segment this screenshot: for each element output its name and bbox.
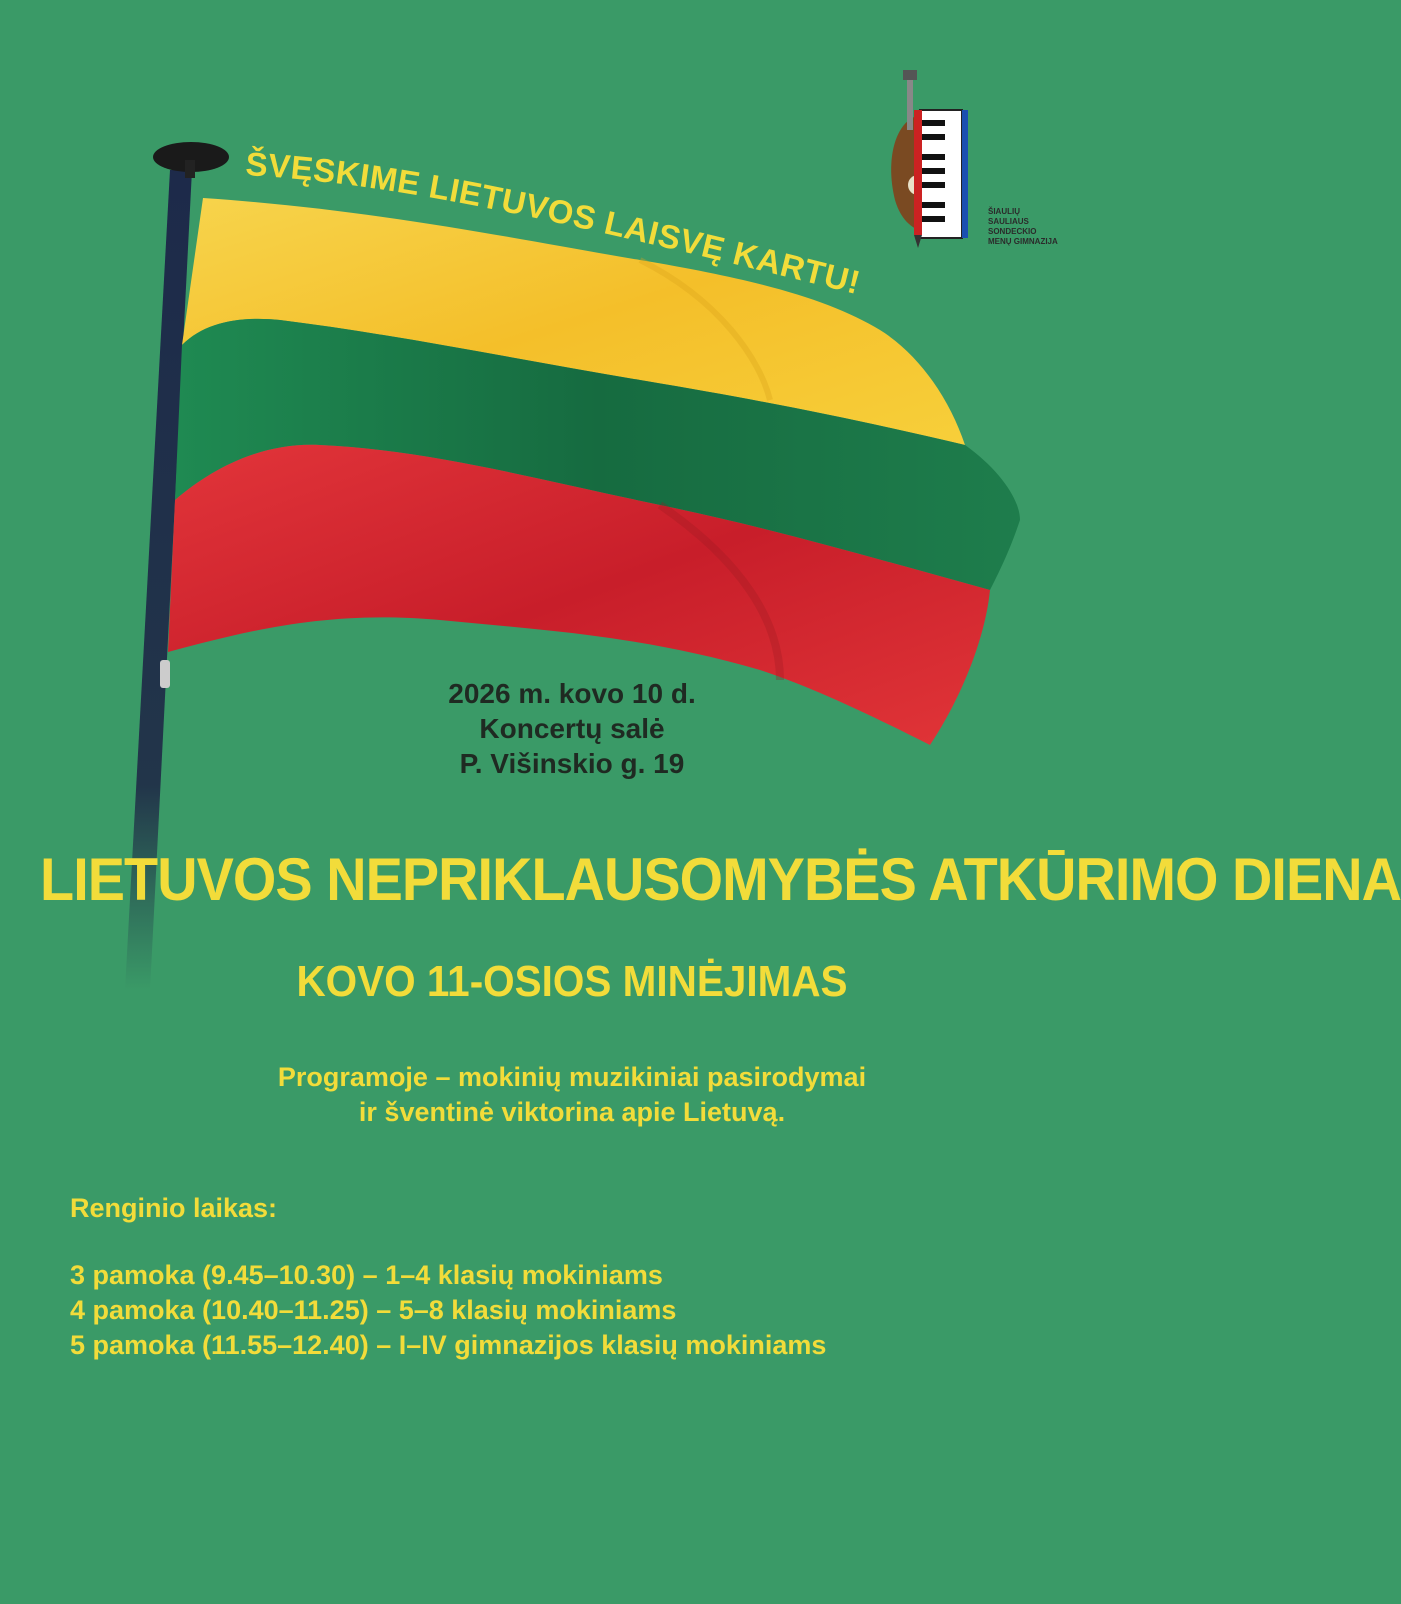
schedule-heading: Renginio laikas:: [70, 1193, 278, 1223]
svg-text:ŠVĘSKIME LIETUVOS LAISVĘ KARTU: [245, 144, 865, 301]
schedule-item: 5 pamoka (11.55–12.40) – I–IV gimnazijos klasių mokiniams: [70, 1330, 827, 1360]
logo-line: MENŲ GIMNAZIJA: [988, 237, 1058, 246]
schedule-item: 3 pamoka (9.45–10.30) – 1–4 klasių mokiniams: [70, 1260, 663, 1290]
logo-line: SAULIAUS: [988, 217, 1029, 226]
event-date: 2026 m. kovo 10 d.: [448, 678, 696, 709]
school-logo-text: [988, 207, 1058, 247]
schedule-item: 4 pamoka (10.40–11.25) – 5–8 klasių mokiniams: [70, 1295, 677, 1325]
main-title: LIETUVOS NEPRIKLAUSOMYBĖS ATKŪRIMO DIENA: [40, 846, 1401, 913]
logo-line: SONDECKIO: [988, 227, 1037, 236]
description-line-2: ir šventinė viktorina apie Lietuvą.: [358, 1097, 786, 1127]
description-line-1: Programoje – mokinių muzikiniai pasirodymai: [277, 1062, 867, 1092]
event-address: P. Višinskio g. 19: [459, 748, 685, 779]
logo-line: ŠIAULIŲ: [988, 207, 1020, 216]
slogan-text: ŠVĘSKIME LIETUVOS LAISVĘ KARTU!: [244, 145, 865, 302]
event-venue: Koncertų salė: [479, 713, 665, 744]
subtitle: KOVO 11-OSIOS MINĖJIMAS: [296, 957, 848, 1006]
